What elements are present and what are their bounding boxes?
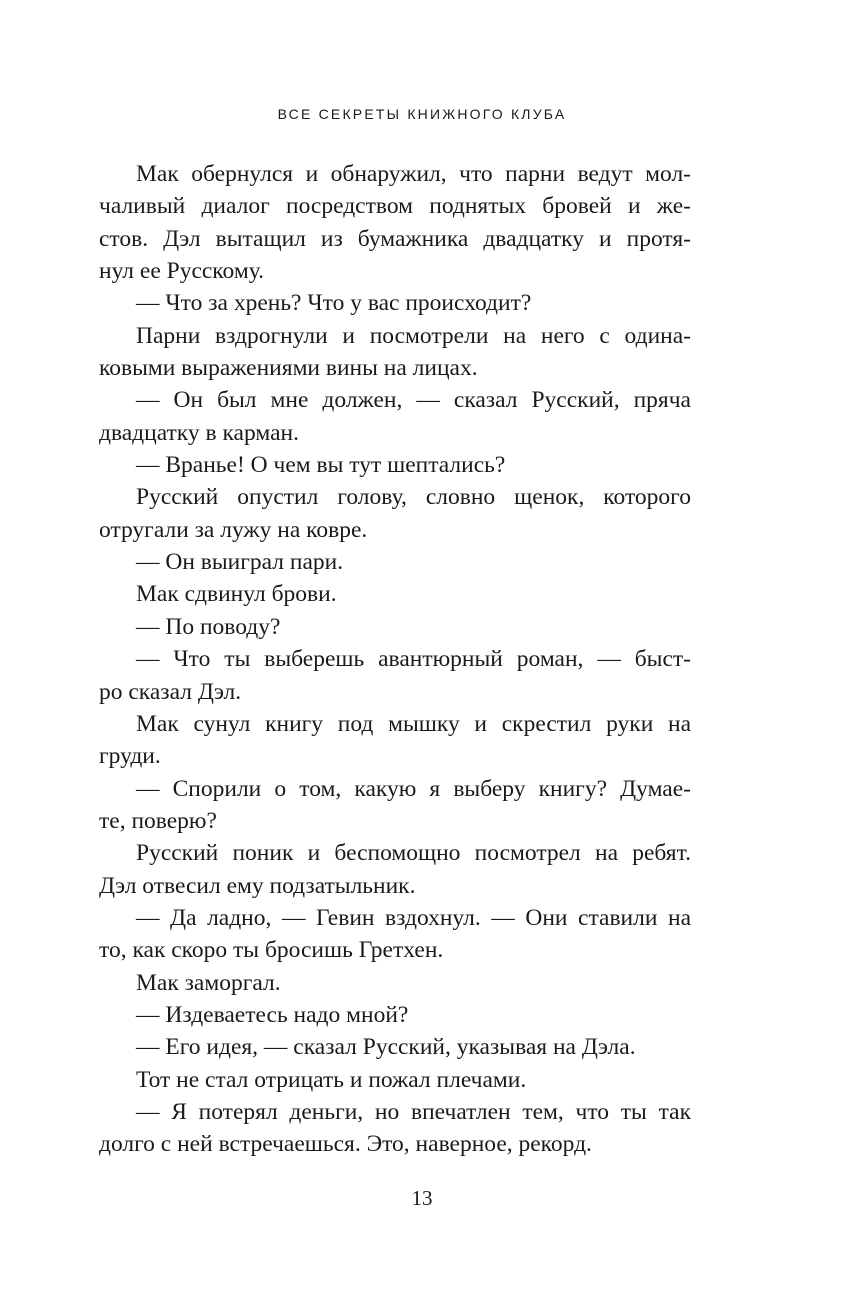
text-line: чаливый диалог посредством поднятых бровей и же- bbox=[99, 193, 691, 220]
text-line: долго с ней встречаешься. Это, наверное, рекорд. bbox=[99, 1131, 592, 1158]
text-line: Тот не стал отрицать и пожал плечами. bbox=[136, 1066, 527, 1093]
text-line: ро сказал Дэл. bbox=[99, 678, 242, 705]
text-line: двадцатку в карман. bbox=[99, 419, 299, 446]
text-line: груди. bbox=[99, 743, 161, 770]
text-line: — По поводу? bbox=[136, 613, 281, 640]
text-line: Мак заморгал. bbox=[136, 969, 281, 996]
text-line: — Я потерял деньги, но впечатлен тем, что ты так bbox=[136, 1098, 691, 1125]
text-line: стов. Дэл вытащил из бумажника двадцатку и протя- bbox=[99, 225, 691, 252]
body-text bbox=[99, 158, 691, 1161]
text-line: — Да ладно, — Гевин вздохнул. — Они ставили на bbox=[136, 904, 691, 931]
text-line: — Что ты выберешь авантюрный роман, — быст- bbox=[136, 646, 691, 673]
text-line: — Его идея, — сказал Русский, указывая на Дэла. bbox=[136, 1034, 636, 1061]
text-line: — Он выиграл пари. bbox=[136, 549, 344, 576]
text-line: — Вранье! О чем вы тут шептались? bbox=[136, 452, 506, 479]
text-line: Мак обернулся и обнаружил, что парни ведут мол- bbox=[136, 161, 691, 187]
page-number: 13 bbox=[411, 1186, 433, 1210]
text-line: Русский опустил голову, словно щенок, которого bbox=[136, 484, 691, 511]
text-line: ковыми выражениями вины на лицах. bbox=[99, 355, 478, 382]
text-line: Мак сунул книгу под мышку и скрестил руки на bbox=[136, 710, 691, 737]
text-line: — Издеваетесь надо мной? bbox=[136, 1001, 409, 1028]
text-line: — Что за хрень? Что у вас происходит? bbox=[136, 290, 532, 317]
text-line: Дэл отвесил ему подзатыльник. bbox=[99, 872, 416, 899]
text-line: то, как скоро ты бросишь Гретхен. bbox=[99, 937, 444, 964]
text-line: — Он был мне должен, — сказал Русский, пряча bbox=[136, 387, 691, 414]
text-line: Русский поник и беспомощно посмотрел на ребят. bbox=[136, 840, 691, 867]
text-line: Парни вздрогнули и посмотрели на него с одина- bbox=[136, 322, 691, 349]
text-line: отругали за лужу на ковре. bbox=[99, 516, 368, 543]
text-line: — Спорили о том, какую я выберу книгу? Думае- bbox=[136, 775, 691, 802]
text-line: нул ее Русскому. bbox=[99, 258, 264, 285]
text-line: те, поверю? bbox=[99, 807, 217, 834]
text-line: Мак сдвинул брови. bbox=[136, 581, 337, 608]
running-head: ВСЕ СЕКРЕТЫ КНИЖНОГО КЛУБА bbox=[277, 106, 567, 122]
